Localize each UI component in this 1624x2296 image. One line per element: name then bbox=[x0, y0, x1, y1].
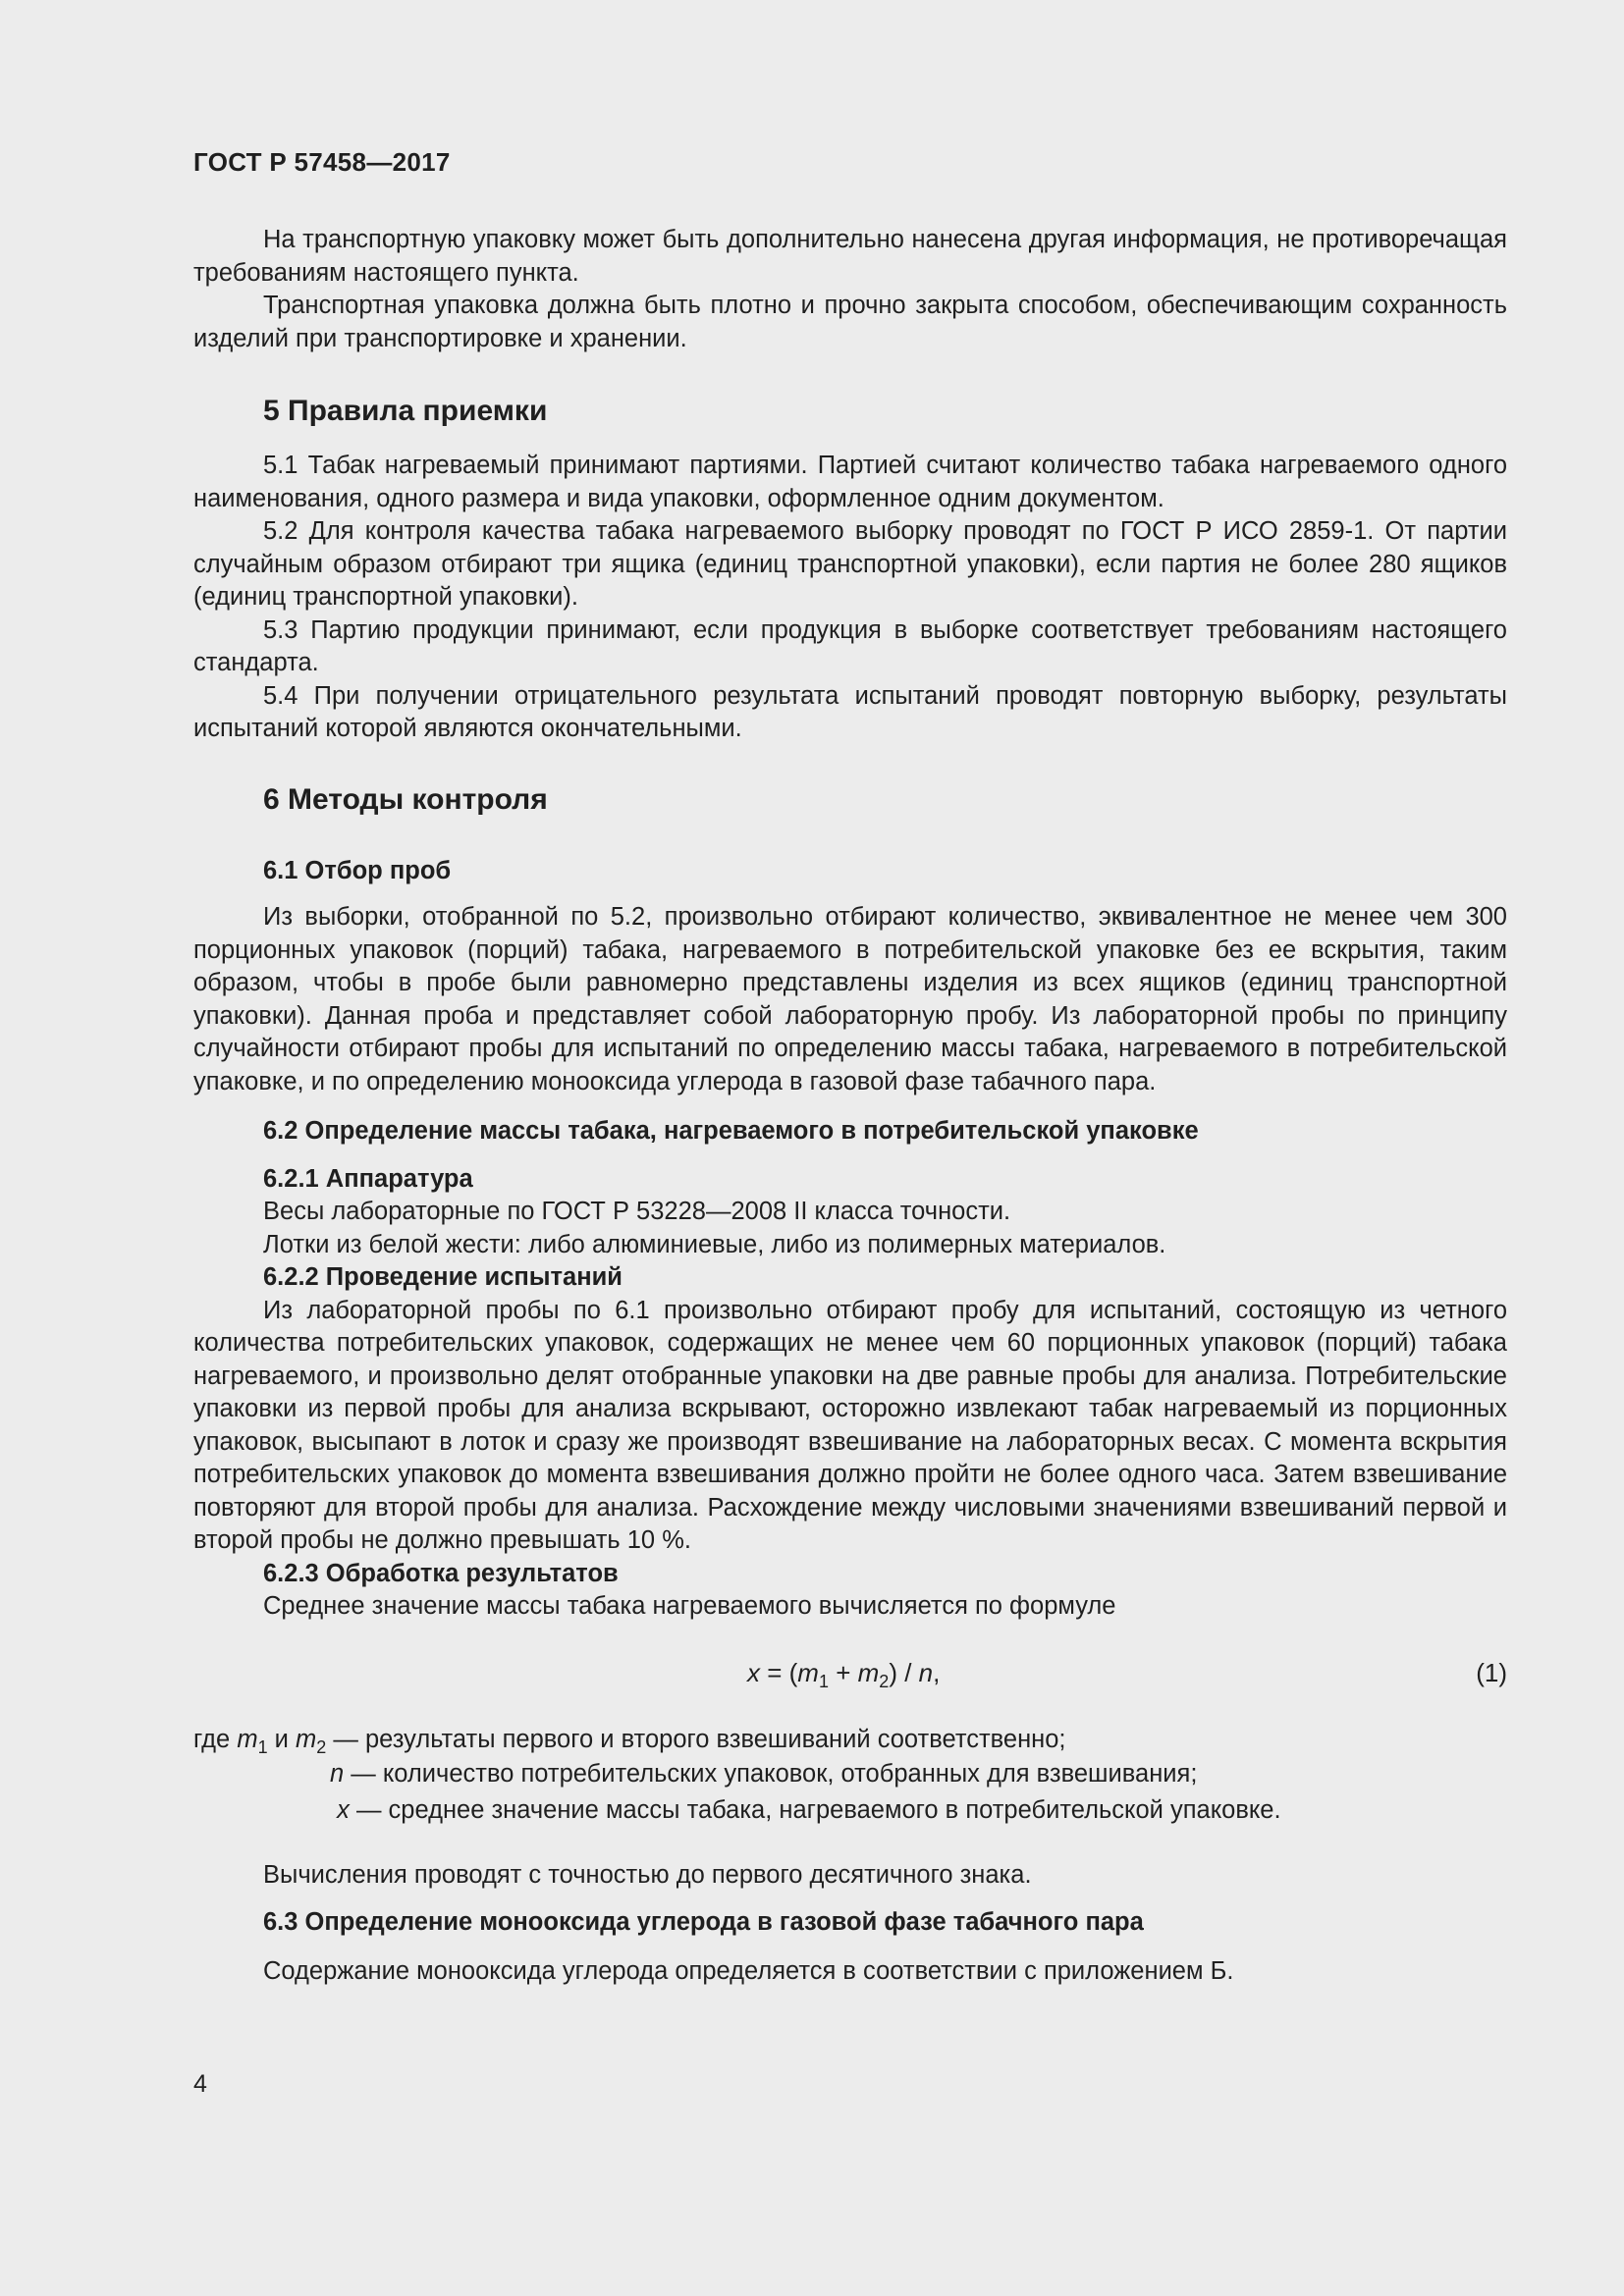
section-5-title: 5 Правила приемки bbox=[263, 395, 548, 427]
apparatus-trays: Лотки из белой жести: либо алюминиевые, либо из полимерных материалов. bbox=[263, 1230, 1166, 1258]
where-x-text: — среднее значение массы табака, нагреваемого в потребительской упаковке. bbox=[355, 1796, 1281, 1824]
document-code-header: ГОСТ Р 57458—2017 bbox=[193, 147, 451, 177]
section-6-2-2-title: 6.2.2 Проведение испытаний bbox=[263, 1263, 623, 1291]
where-word: где bbox=[193, 1725, 231, 1753]
paragraph-transport-info: На транспортную упаковку может быть дополнительно нанесена другая информация, не противоречащая требованиям настоящего пункта. bbox=[193, 226, 1507, 287]
formula-number: (1) bbox=[1476, 1657, 1507, 1687]
paragraph-transport-closed: Транспортная упаковка должна быть плотно и прочно закрыта способом, обеспечивающим сохранность изделий при транспортировке и хранении. bbox=[193, 292, 1507, 352]
formula-row bbox=[193, 1657, 1507, 1696]
where-m-text: — результаты первого и второго взвешиваний соответственно; bbox=[333, 1725, 1066, 1753]
page-number: 4 bbox=[193, 2070, 207, 2098]
paragraph-5-2: 5.2 Для контроля качества табака нагреваемого выборку проводят по ГОСТ Р ИСО 2859-1. От партии случайным образом отбирают три ящика (единиц транспортной упаковки), если партия не более 280 ящиков (единиц транспортной упаковки). bbox=[193, 517, 1507, 611]
section-6-2-3-title: 6.2.3 Обработка результатов bbox=[263, 1559, 619, 1587]
paragraph-6-1: Из выборки, отобранной по 5.2, произвольно отбирают количество, эквивалентное не менее чем 300 порционных упаковок (порций) табака, нагреваемого в потребительской упаковке без ее вскрытия, таким образом, чтобы в пробе были равномерно представлены изделия из всех ящиков (единиц транспортной упаковки). Данная проба и представляет собой лабораторную пробу. Из лабораторной пробы по принципу случайности отбирают пробы для испытаний по определению массы табака, нагреваемого в потребительской упаковке, и по определению монооксида углерода в газовой фазе табачного пара. bbox=[193, 903, 1507, 1095]
document-body bbox=[193, 224, 1507, 1989]
section-6-2-1-title: 6.2.1 Аппаратура bbox=[263, 1164, 473, 1193]
section-6-1-title: 6.1 Отбор проб bbox=[263, 856, 452, 884]
paragraph-5-3: 5.3 Партию продукции принимают, если продукция в выборке соответствует требованиям настоящего стандарта. bbox=[193, 615, 1507, 676]
section-6-2-title: 6.2 Определение массы табака, нагреваемого в потребительской упаковке bbox=[263, 1117, 1199, 1145]
paragraph-5-1: 5.1 Табак нагреваемый принимают партиями. Партией считают количество табака нагреваемого одного наименования, одного размера и вида упаковки, оформленное одним документом. bbox=[193, 452, 1507, 512]
formula-mean-mass: $x = (m_1 + m_2) / n$, bbox=[747, 1657, 941, 1691]
where-x-line: x — среднее значение массы табака, нагреваемого в потребительской упаковке. bbox=[337, 1796, 1281, 1824]
formula-intro: Среднее значение массы табака нагреваемого вычисляется по формуле bbox=[263, 1592, 1116, 1620]
where-m-line: где $m_1$ и $m_2$ — результаты первого и второго взвешиваний соответственно; bbox=[193, 1725, 1066, 1757]
apparatus-scales: Весы лабораторные по ГОСТ Р 53228—2008 II класса точности. bbox=[263, 1198, 1011, 1225]
where-n-text: — количество потребительских упаковок, отобранных для взвешивания; bbox=[351, 1760, 1198, 1788]
paragraph-5-4: 5.4 При получении отрицательного результата испытаний проводят повторную выборку, результаты испытаний которой являются окончательными. bbox=[193, 681, 1507, 742]
paragraph-6-3: Содержание монооксида углерода определяется в соответствии с приложением Б. bbox=[263, 1957, 1234, 1985]
section-6-title: 6 Методы контроля bbox=[263, 782, 548, 816]
where-n-line: n — количество потребительских упаковок, отобранных для взвешивания; bbox=[330, 1760, 1198, 1788]
precision-note: Вычисления проводят с точностью до первого десятичного знака. bbox=[263, 1861, 1032, 1889]
paragraph-6-2-2: Из лабораторной пробы по 6.1 произвольно отбирают пробу для испытаний, состоящую из четного количества потребительских упаковок, содержащих не менее чем 60 порционных упаковок (порций) табака нагреваемого, и произвольно делят отобранные упаковки на две равные пробы для анализа. Потребительские упаковки из первой пробы для анализа вскрывают, осторожно извлекают табак нагреваемый из порционных упаковок, высыпают в лоток и сразу же производят взвешивание на лабораторных весах. С момента вскрытия потребительских упаковок до момента взвешивания должно пройти не более одного часа. Затем взвешивание повторяют для второй пробы для анализа. Расхождение между числовыми значениями взвешиваний первой и второй пробы не должно превышать 10 %. bbox=[193, 1296, 1507, 1554]
section-6-3-title: 6.3 Определение монооксида углерода в газовой фазе табачного пара bbox=[263, 1907, 1144, 1936]
